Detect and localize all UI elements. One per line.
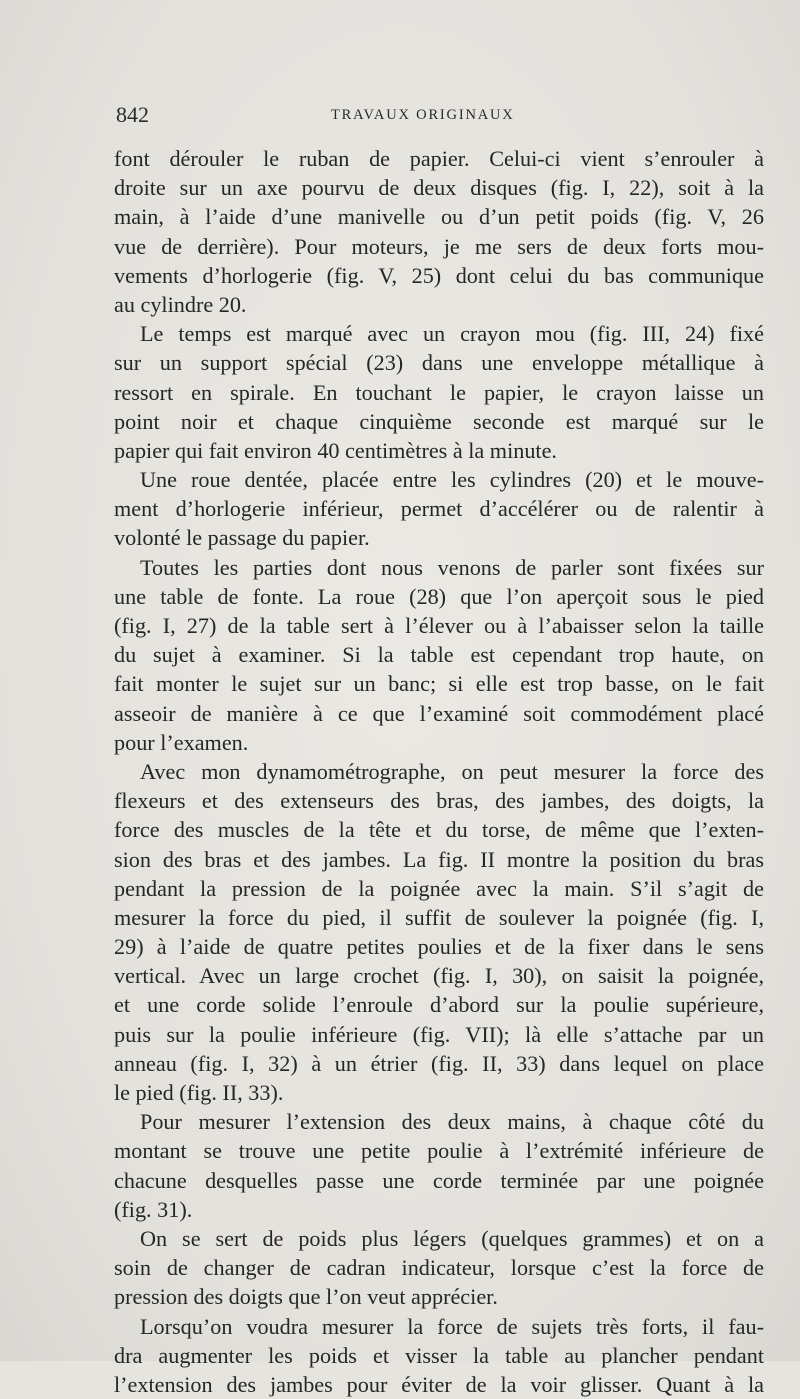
text-line: Toutes les parties dont nous venons de parler sont fixées sur: [140, 554, 764, 580]
text-line: (fig. 31).: [114, 1196, 193, 1222]
text-line: Le temps est marqué avec un crayon mou (fig. III, 24) fixé: [140, 321, 764, 347]
text-line: font dérouler le ruban de papier. Celui-ci vient s’enrouler à: [114, 146, 764, 171]
page-header: [116, 102, 776, 132]
text-line: pression des doigts que l’on veut apprécier.: [114, 1284, 498, 1310]
text-line: vue de derrière). Pour moteurs, je me sers de deux forts mou-: [114, 233, 764, 259]
text-line: vements d’horlogerie (fig. V, 25) dont celui du bas communique: [114, 262, 764, 288]
text-line: flexeurs et des extenseurs des bras, des jambes, des doigts, la: [114, 788, 764, 814]
text-line: papier qui fait environ 40 centimètres à la minute.: [114, 437, 557, 463]
text-line: Une roue dentée, placée entre les cylindres (20) et le mouve-: [140, 467, 764, 493]
text-line: On se sert de poids plus légers (quelques grammes) et on a: [140, 1225, 764, 1251]
text-line: le pied (fig. II, 33).: [114, 1080, 284, 1105]
text-line: dra augmenter les poids et visser la table au plancher pendant: [114, 1342, 764, 1368]
text-line: sion des bras et des jambes. La fig. II montre la position du bras: [114, 846, 764, 872]
text-line: droite sur un axe pourvu de deux disques (fig. I, 22), soit à la: [114, 175, 764, 201]
text-line: ressort en spirale. En touchant le papier, le crayon laisse un: [114, 379, 764, 405]
page-number: 842: [116, 102, 149, 127]
body-text: [114, 144, 764, 1399]
text-line: du sujet à examiner. Si la table est cependant trop haute, on: [114, 642, 764, 668]
text-line: point noir et chaque cinquième seconde est marqué sur le: [114, 408, 764, 434]
text-line: ment d’horlogerie inférieur, permet d’accélérer ou de ralentir à: [114, 496, 764, 522]
text-line: force des muscles de la tête et du torse, de même que l’exten-: [114, 817, 764, 843]
text-line: et une corde solide l’enroule d’abord sur la poulie supérieure,: [114, 992, 764, 1018]
text-line: main, à l’aide d’une manivelle ou d’un petit poids (fig. V, 26: [114, 204, 764, 230]
text-line: Pour mesurer l’extension des deux mains, à chaque côté du: [140, 1109, 764, 1135]
text-line: montant se trouve une petite poulie à l’extrémité inférieure de: [114, 1138, 764, 1164]
running-title: TRAVAUX ORIGINAUX: [331, 107, 515, 123]
text-line: l’extension des jambes pour éviter de la voir glisser. Quant à la: [114, 1371, 764, 1397]
text-line: vertical. Avec un large crochet (fig. I, 30), on saisit la poignée,: [114, 963, 764, 989]
text-line: puis sur la poulie inférieure (fig. VII); là elle s’attache par un: [114, 1021, 764, 1047]
text-line: 29) à l’aide de quatre petites poulies et de la fixer dans le sens: [114, 934, 764, 960]
text-line: soin de changer de cadran indicateur, lorsque c’est la force de: [114, 1255, 764, 1281]
text-line: anneau (fig. I, 32) à un étrier (fig. II, 33) dans lequel on place: [114, 1050, 764, 1076]
text-line: Avec mon dynamométrographe, on peut mesurer la force des: [140, 758, 764, 784]
text-line: chacune desquelles passe une corde terminée par une poignée: [114, 1167, 764, 1193]
text-line: fait monter le sujet sur un banc; si elle est trop basse, on le fait: [114, 671, 764, 697]
text-line: asseoir de manière à ce que l’examiné soit commodément placé: [114, 700, 764, 726]
text-line: volonté le passage du papier.: [114, 525, 370, 551]
text-line: au cylindre 20.: [114, 291, 247, 317]
text-line: une table de fonte. La roue (28) que l’on aperçoit sous le pied: [114, 583, 764, 609]
text-line: pour l’examen.: [114, 729, 249, 755]
text-line: sur un support spécial (23) dans une enveloppe métallique à: [114, 350, 764, 376]
text-line: Lorsqu’on voudra mesurer la force de sujets très forts, il fau-: [140, 1313, 764, 1339]
text-line: mesurer la force du pied, il suffit de soulever la poignée (fig. I,: [114, 904, 764, 930]
text-line: pendant la pression de la poignée avec la main. S’il s’agit de: [114, 875, 764, 901]
text-line: (fig. I, 27) de la table sert à l’élever ou à l’abaisser selon la taille: [114, 613, 764, 638]
